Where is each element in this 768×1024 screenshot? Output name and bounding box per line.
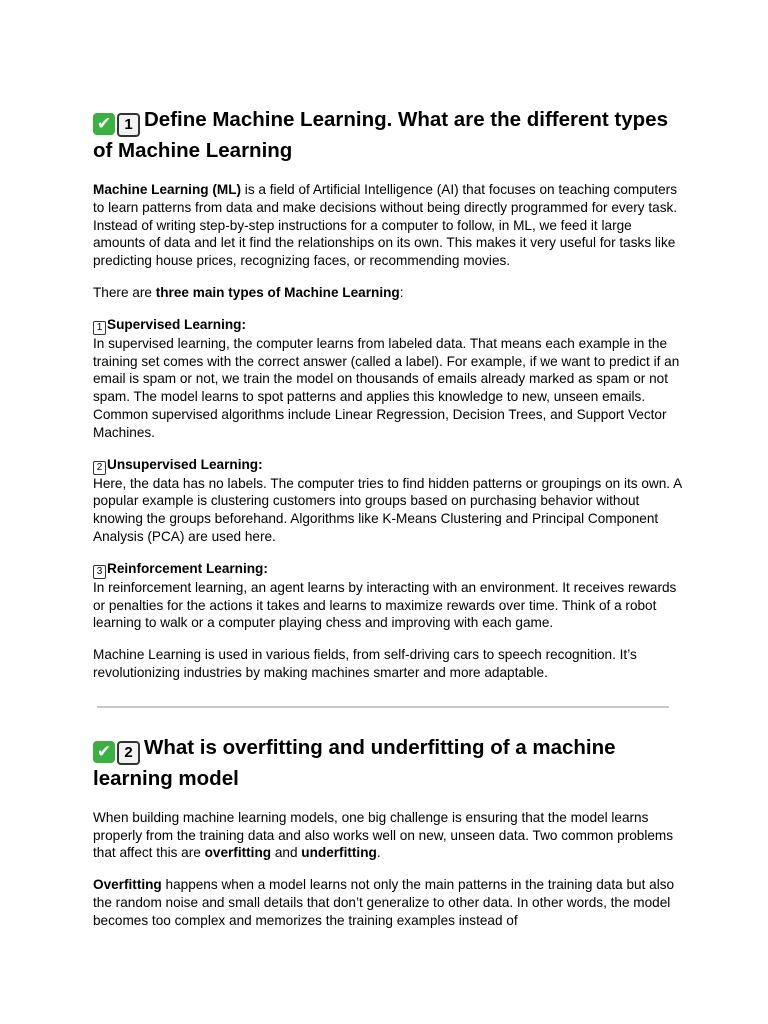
section-2-heading-text: What is overfitting and underfitting of a machine learning model — [93, 735, 616, 790]
types-intro-bold: three main types of Machine Learning — [155, 284, 400, 300]
reinforcement-learning-title: Reinforcement Learning: — [107, 560, 268, 576]
number-one-keycap-icon: 1 — [117, 113, 140, 137]
overfitting-paragraph — [93, 876, 683, 929]
section-divider — [97, 706, 669, 708]
fitting-intro-text: When building machine learning models, one big challenge is ensuring that the model learns properly from the training data and also works well on new, unseen data. Two common problems that affect this are — [93, 809, 674, 861]
section-1-heading — [93, 106, 683, 165]
document-page — [93, 106, 683, 944]
supervised-learning-title: Supervised Learning: — [107, 316, 246, 332]
types-intro-post: : — [399, 284, 404, 300]
unsupervised-learning-title: Unsupervised Learning: — [107, 456, 263, 472]
overfitting-term: overfitting — [204, 845, 272, 861]
ml-term: Machine Learning (ML) — [93, 182, 242, 197]
number-two-keycap-icon: 2 — [93, 461, 106, 475]
ml-definition-text: is a field of Artificial Intelligence (AI) that focuses on teaching computers to learn patterns from data and make decisions without being directly programmed for every task. Instead of writing step-by-step instructions for a computer to follow, in ML, we feed it large amounts of data and let it find the relationships on its own. This makes it very useful for tasks like predicting house prices, recognizing faces, or recommending movies. — [93, 182, 678, 269]
number-two-keycap-icon: 2 — [117, 741, 140, 765]
types-intro-pre: There are — [93, 284, 156, 300]
check-mark-icon: ✔ — [93, 741, 115, 763]
fitting-intro-paragraph — [93, 809, 683, 862]
section-2-heading — [93, 734, 683, 793]
overfitting-paragraph-text: happens when a model learns not only the main patterns in the training data but also the random noise and small details that don’t generalize to other data. In other words, the model becomes too complex and memorizes the training examples instead of — [93, 877, 675, 928]
ml-closing-paragraph: Machine Learning is used in various fields, from self-driving cars to speech recognition. It’s revolutionizing industries by making machines smarter and more adaptable. — [93, 647, 637, 680]
underfitting-term: underfitting — [301, 845, 377, 861]
unsupervised-learning-item — [93, 456, 683, 546]
fitting-intro-period: . — [376, 845, 381, 861]
types-intro-paragraph — [93, 284, 683, 302]
check-mark-icon: ✔ — [93, 113, 115, 135]
reinforcement-learning-item — [93, 560, 683, 632]
overfitting-paragraph-term: Overfitting — [93, 877, 162, 893]
ml-definition-paragraph — [93, 181, 683, 270]
supervised-learning-text: In supervised learning, the computer learns from labeled data. That means each example in the training set comes with the correct answer (called a label). For example, if we want to predict if an email is spam or not, we train the model on thousands of emails already marked as spam or not spam. The model learns to spot patterns and applies this knowledge to new, unseen emails. Common supervised algorithms include Linear Regression, Decision Trees, and Support Vector Machines. — [93, 335, 680, 440]
supervised-learning-item — [93, 316, 683, 442]
number-one-keycap-icon: 1 — [93, 321, 106, 335]
number-three-keycap-icon: 3 — [93, 565, 106, 579]
unsupervised-learning-text: Here, the data has no labels. The computer tries to find hidden patterns or groupings on its own. A popular example is clustering customers into groups based on purchasing behavior without knowing the groups beforehand. Algorithms like K-Means Clustering and Principal Component Analysis (PCA) are used here. — [93, 475, 682, 544]
fitting-intro-and: and — [271, 845, 302, 861]
section-1-heading-text: Define Machine Learning. What are the different types of Machine Learning — [93, 108, 668, 162]
reinforcement-learning-text: In reinforcement learning, an agent learns by interacting with an environment. It receives rewards or penalties for the actions it takes and learns to maximize rewards over time. Think of a robot learning to walk or a computer playing chess and improving with each game. — [93, 579, 677, 631]
